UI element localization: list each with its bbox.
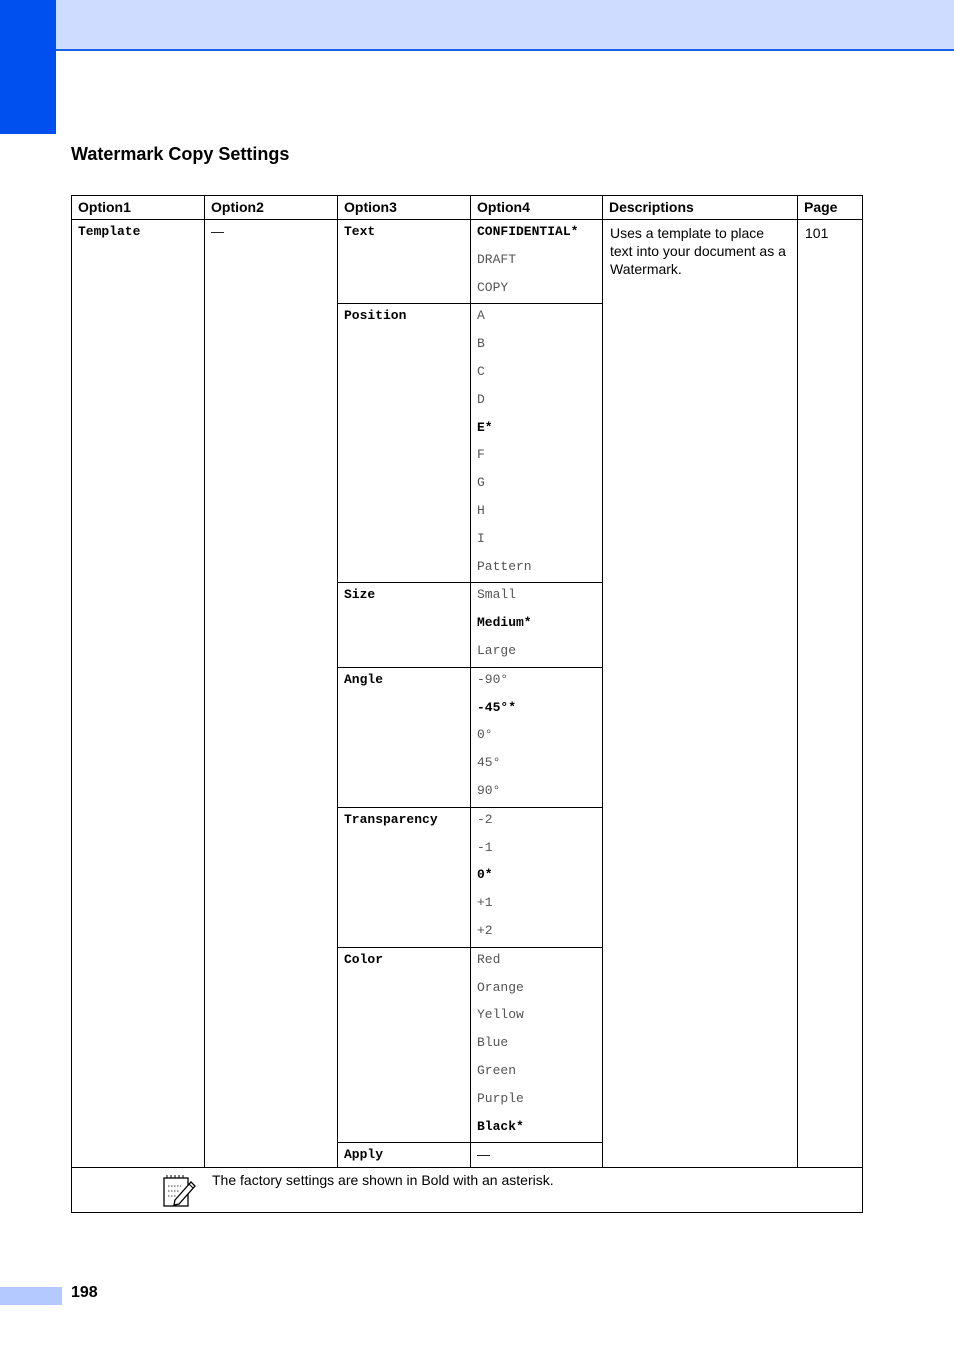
option4-value: B (477, 336, 485, 352)
option4-value: E* (477, 419, 493, 435)
option3-cell (338, 807, 471, 947)
option4-value: +2 (477, 922, 493, 938)
option3-cell (338, 304, 471, 583)
option3-cell (338, 583, 471, 667)
option4-value: Green (477, 1062, 517, 1078)
option3-label: Size (344, 587, 376, 603)
option4-value: Red (477, 951, 501, 967)
page-number-tab (0, 1287, 62, 1305)
column-header-option2: Option2 (205, 196, 338, 220)
option4-value: -45°* (477, 699, 517, 715)
option4-cell (471, 667, 603, 807)
option3-label: Angle (344, 671, 384, 687)
option3-label: Apply (344, 1147, 384, 1163)
option2-cell (205, 220, 338, 1168)
option4-cell (471, 807, 603, 947)
option4-value: G (477, 475, 485, 491)
option4-value: 0° (477, 727, 493, 743)
description-cell: Uses a template to place text into your document as a Watermark. (603, 220, 798, 1168)
settings-table (71, 195, 863, 1213)
option4-value: Purple (477, 1090, 524, 1106)
option4-value: 45° (477, 755, 501, 771)
option4-value: 0* (477, 867, 493, 883)
table-row (72, 220, 863, 304)
page-reference-cell: 101 (798, 220, 863, 1168)
option4-cell (471, 1143, 603, 1168)
option4-dash: — (477, 1147, 490, 1163)
option4-value: COPY (477, 279, 509, 295)
option4-value: H (477, 502, 485, 518)
note-cell (72, 1168, 863, 1213)
option3-label: Transparency (344, 811, 438, 827)
option4-value: Medium* (477, 615, 532, 631)
option4-value: -2 (477, 811, 493, 827)
option3-cell (338, 1143, 471, 1168)
column-header-descriptions: Descriptions (603, 196, 798, 220)
chapter-tab (0, 0, 56, 134)
option4-cell (471, 583, 603, 667)
page-title: Watermark Copy Settings (71, 144, 290, 164)
option4-value: Orange (477, 979, 524, 995)
note-text: The factory settings are shown in Bold with an asterisk. (212, 1172, 554, 1189)
option4-cell (471, 304, 603, 583)
option4-value: Pattern (477, 558, 532, 574)
option3-cell (338, 220, 471, 304)
option4-cell (471, 220, 603, 304)
option2-dash: — (211, 224, 224, 239)
option4-value: I (477, 530, 485, 546)
option4-value: D (477, 391, 485, 407)
option4-value: Black* (477, 1118, 524, 1134)
note-pencil-icon (161, 1174, 197, 1208)
option4-value: DRAFT (477, 251, 517, 267)
option1-label: Template (78, 224, 141, 239)
option4-value: Yellow (477, 1007, 524, 1023)
option4-value: +1 (477, 895, 493, 911)
option4-value: CONFIDENTIAL* (477, 224, 579, 239)
option1-cell (72, 220, 205, 1168)
option4-cell (471, 947, 603, 1143)
option3-cell (338, 667, 471, 807)
page-number: 198 (71, 1284, 98, 1301)
option4-value: 90° (477, 782, 501, 798)
option4-value: Blue (477, 1035, 509, 1051)
column-header-option1: Option1 (72, 196, 205, 220)
option4-value: Large (477, 642, 517, 658)
option4-value: -90° (477, 671, 509, 687)
column-header-page: Page (798, 196, 863, 220)
column-header-option3: Option3 (338, 196, 471, 220)
option4-value: -1 (477, 839, 493, 855)
option3-label: Color (344, 951, 384, 967)
option4-value: A (477, 308, 485, 324)
table-header-row (72, 196, 863, 220)
option3-label: Text (344, 224, 376, 239)
option4-value: C (477, 363, 485, 379)
header-band (0, 0, 954, 51)
option3-label: Position (344, 308, 407, 324)
note-row (72, 1168, 863, 1213)
option4-value: F (477, 447, 485, 463)
option3-cell (338, 947, 471, 1143)
option4-value: Small (477, 587, 517, 603)
column-header-option4: Option4 (471, 196, 603, 220)
